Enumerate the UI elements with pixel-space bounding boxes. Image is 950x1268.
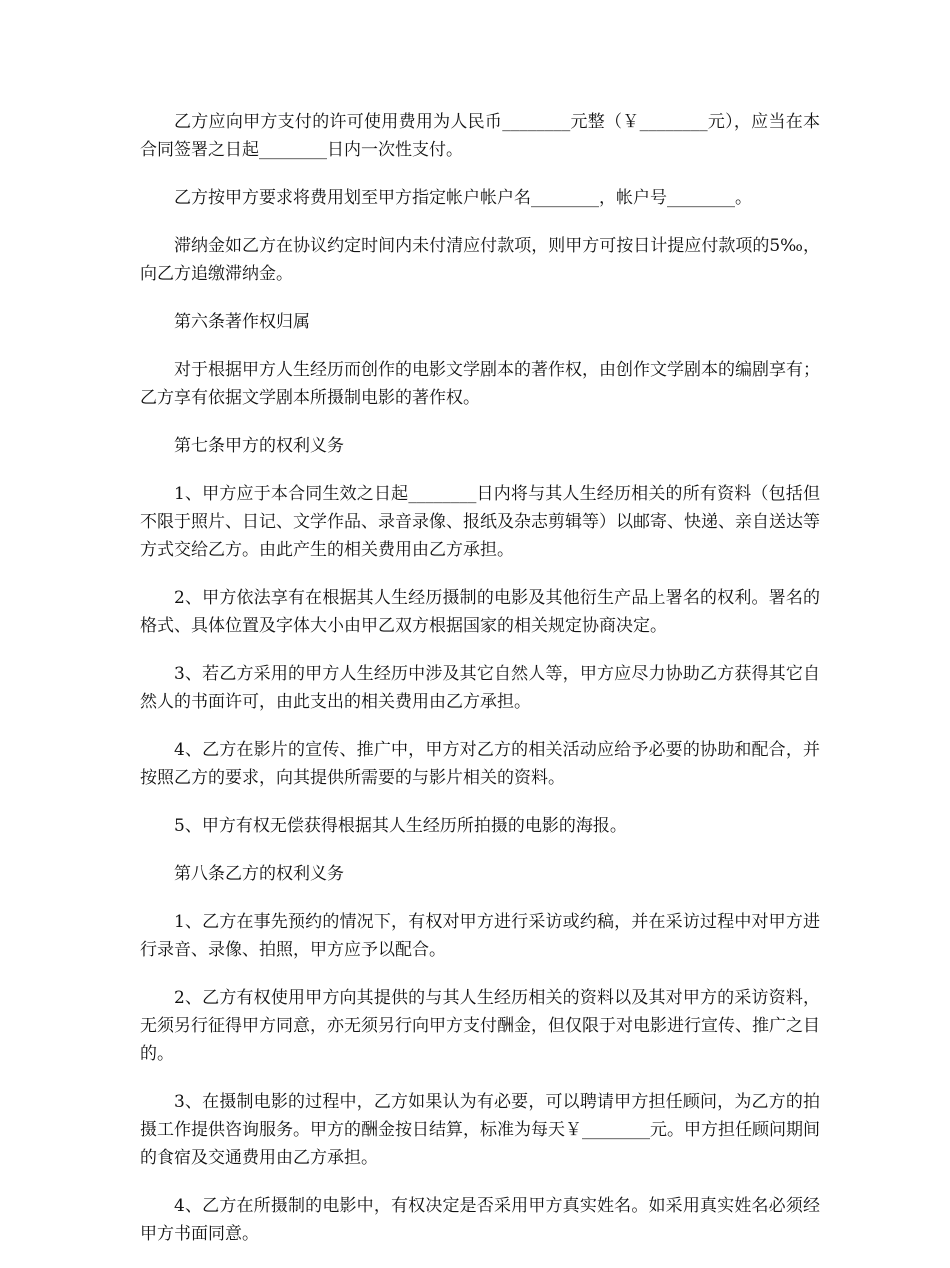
clause-8-2: 2、乙方有权使用甲方向其提供的与其人生经历相关的资料以及其对甲方的采访资料，无须另行征得甲方同意，亦无须另行向甲方支付酬金，但仅限于对电影进行宣传、推广之目的。 — [140, 988, 820, 1064]
clause-7-4: 4、乙方在影片的宣传、推广中，甲方对乙方的相关活动应给予必要的协助和配合，并按照乙方的要求，向其提供所需要的与影片相关的资料。 — [140, 740, 820, 788]
clause-7-1: 1、甲方应于本合同生效之日起________日内将与其人生经历相关的所有资料（包括但不限于照片、日记、文学作品、录音录像、报纸及杂志剪辑等）以邮寄、快递、亲自送达等方式交给乙方。由此产生的相关费用由乙方承担。 — [140, 484, 820, 560]
clause-7-2: 2、甲方依法享有在根据其人生经历摄制的电影及其他衍生产品上署名的权利。署名的格式、具体位置及字体大小由甲乙双方根据国家的相关规定协商决定。 — [140, 588, 820, 636]
paragraph-payment-account: 乙方按甲方要求将费用划至甲方指定帐户帐户名________，帐户号________。 — [174, 188, 752, 208]
section-heading-article-8: 第八条乙方的权利义务 — [174, 864, 344, 884]
section-heading-article-6: 第六条著作权归属 — [174, 312, 310, 332]
clause-8-4: 4、乙方在所摄制的电影中，有权决定是否采用甲方真实姓名。如采用真实姓名必须经甲方书面同意。 — [140, 1196, 820, 1244]
clause-7-3: 3、若乙方采用的甲方人生经历中涉及其它自然人等，甲方应尽力协助乙方获得其它自然人的书面许可，由此支出的相关费用由乙方承担。 — [140, 664, 820, 712]
clause-8-1: 1、乙方在事先预约的情况下，有权对甲方进行采访或约稿，并在采访过程中对甲方进行录音、录像、拍照，甲方应予以配合。 — [140, 912, 820, 960]
paragraph-copyright: 对于根据甲方人生经历而创作的电影文学剧本的著作权，由创作文学剧本的编剧享有；乙方享有依据文学剧本所摄制电影的著作权。 — [140, 360, 820, 408]
paragraph-late-fee: 滞纳金如乙方在协议约定时间内未付清应付款项，则甲方可按日计提应付款项的5‰，向乙方追缴滞纳金。 — [140, 236, 820, 284]
clause-7-5: 5、甲方有权无偿获得根据其人生经历所拍摄的电影的海报。 — [174, 816, 627, 836]
paragraph-payment-fee: 乙方应向甲方支付的许可使用费用为人民币________元整（￥________元），应当在本合同签署之日起________日内一次性支付。 — [140, 112, 820, 160]
document-body — [140, 108, 820, 1268]
clause-8-3: 3、在摄制电影的过程中，乙方如果认为有必要，可以聘请甲方担任顾问，为乙方的拍摄工作提供咨询服务。甲方的酬金按日结算，标准为每天￥________元。甲方担任顾问期间的食宿及交通费用由乙方承担。 — [140, 1092, 820, 1168]
section-heading-article-7: 第七条甲方的权利义务 — [174, 436, 344, 456]
